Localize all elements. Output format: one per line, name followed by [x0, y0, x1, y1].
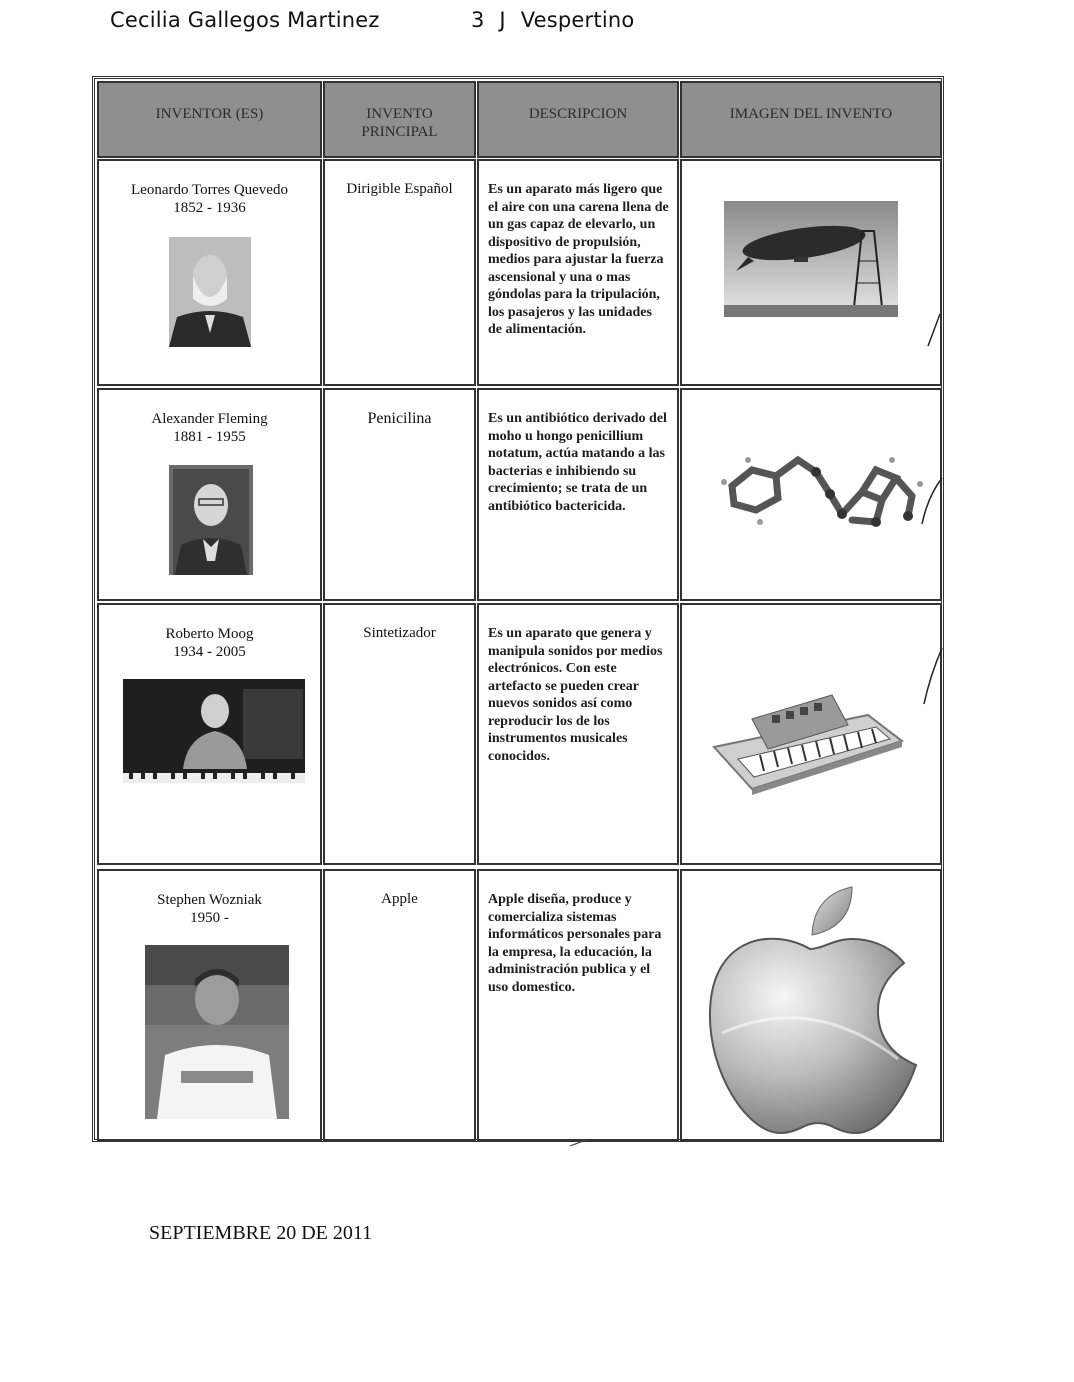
apple-logo-icon: [702, 883, 924, 1139]
pen-mark: [568, 1138, 588, 1148]
column-header-description: DESCRIPCION: [477, 81, 679, 158]
table-row-3-image: [680, 603, 942, 865]
table-row-2-image: [680, 388, 942, 601]
inventions-table: [92, 76, 944, 1142]
airship-icon: [724, 201, 898, 317]
inventor-name: Alexander Fleming: [151, 411, 268, 427]
table-row-4-description: Apple diseña, produce y comercializa sistemas informáticos personales para la empresa, la educación, la administración publica y el uso domestico.: [477, 869, 679, 1141]
table-row-2-invention: Penicilina: [323, 388, 476, 601]
table-row-1-invention: Dirigible Español: [323, 159, 476, 386]
column-header-inventor: INVENTOR (ES): [97, 81, 322, 158]
inventor-portrait: [145, 945, 289, 1119]
table-row-3-description: Es un aparato que genera y manipula sonidos por medios electrónicos. Con este artefacto se pueden crear nuevos sonidos así como reproducir los de los instrumentos musicales conocidos.: [477, 603, 679, 865]
inventor-years: 1950 -: [190, 910, 229, 926]
molecule-icon: [712, 436, 932, 536]
inventor-years: 1881 - 1955: [173, 429, 246, 445]
table-row-3-invention: Sintetizador: [323, 603, 476, 865]
inventor-name: Stephen Wozniak: [157, 892, 262, 908]
inventor-portrait: [123, 679, 305, 789]
pen-mark: [918, 476, 944, 526]
table-row-2-inventor: [97, 388, 322, 601]
table-row-3-inventor: [97, 603, 322, 865]
synthesizer-icon: [712, 685, 904, 795]
pen-mark: [926, 312, 942, 348]
inventor-years: 1852 - 1936: [173, 200, 246, 216]
table-row-4-invention: Apple: [323, 869, 476, 1141]
pen-mark: [922, 646, 944, 706]
column-header-invention: INVENTO PRINCIPAL: [323, 81, 476, 158]
table-row-1-description: Es un aparato más ligero que el aire con una carena llena de un gas capaz de elevarlo, un dispositivo de propulsión, medios para ajustar la fuerza ascensional y una o mas góndolas para la tripulación, los pasajeros y las unidades de alimentación.: [477, 159, 679, 386]
inventor-years: 1934 - 2005: [173, 644, 246, 660]
table-row-4-image: [680, 869, 942, 1141]
column-header-image: IMAGEN DEL INVENTO: [680, 81, 942, 158]
inventor-portrait: [169, 237, 251, 347]
inventor-name: Leonardo Torres Quevedo: [131, 182, 288, 198]
document-date: SEPTIEMBRE 20 DE 2011: [149, 1222, 373, 1244]
student-name: Cecilia Gallegos Martinez: [110, 8, 380, 32]
table-row-1-inventor: [97, 159, 322, 386]
table-row-2-description: Es un antibiótico derivado del moho u hongo penicillium notatum, actúa matando a las bacterias e inhibiendo su crecimiento; se trata de un antibiótico bactericida.: [477, 388, 679, 601]
student-group: 3 J Vespertino: [471, 8, 635, 32]
inventor-portrait: [169, 465, 253, 583]
table-row-1-image: [680, 159, 942, 386]
inventor-name: Roberto Moog: [165, 626, 254, 642]
table-row-4-inventor: [97, 869, 322, 1141]
